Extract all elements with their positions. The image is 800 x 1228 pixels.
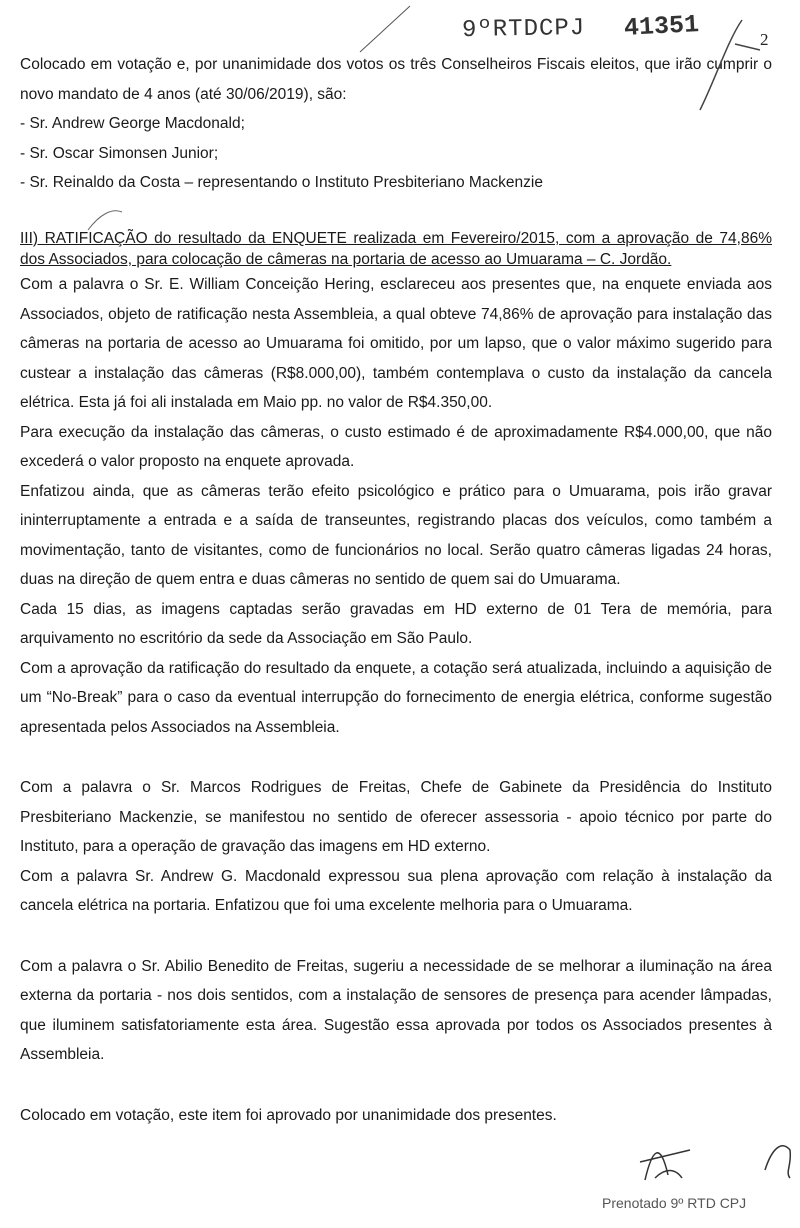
page-number: 2 (760, 30, 769, 49)
paragraph: Com a palavra o Sr. E. William Conceição Hering, esclareceu aos presentes que, na enquete enviada aos Associados, objeto de ratificação nesta Assembleia, a qual obteve 74,86% de aprovação para instalação das câmeras na portaria de acesso ao Umuarama foi omitido, por um lapso, que o valor máximo sugerido para custear a instalação das câmeras (R$8.000,00), também contemplava o custo da instalação da cancela elétrica. Esta já foi ali instalada em Maio pp. no valor de R$4.350,00. (20, 276, 772, 411)
council-member-3: - Sr. Reinaldo da Costa – representando o Instituto Presbiteriano Mackenzie (20, 174, 543, 191)
section-3-heading: III) RATIFICAÇÃO do resultado da ENQUETE realizada em Fevereiro/2015, com a aprovação de 74,86% dos Associados, para colocação de câmeras na portaria de acesso ao Umuarama – C. Jordão. (20, 230, 772, 268)
paragraph: Com a palavra o Sr. Abilio Benedito de Freitas, sugeriu a necessidade de se melhorar a iluminação na área externa da portaria - nos dois sentidos, com a instalação de sensores de presença para acender lâmpadas, que iluminem satisfatoriamente esta área. Sugestão essa aprovada por todos os Associados presentes à Assembleia. (20, 957, 772, 1063)
section-3 (20, 228, 772, 1130)
paragraph: Com a palavra o Sr. Marcos Rodrigues de Freitas, Chefe de Gabinete da Presidência do Instituto Presbiteriano Mackenzie, se manifestou no sentido de oferecer assessoria - apoio técnico por parte do Instituto, para a operação de gravação das imagens em HD externo. (20, 779, 772, 855)
registry-number: 41351 (623, 10, 700, 43)
paragraph: Com a aprovação da ratificação do resultado da enquete, a cotação será atualizada, incluindo a aquisição de um “No-Break” para o caso da eventual interrupção do fornecimento de energia elétrica, conforme sugestão apresentada pelos Associados na Assembleia. (20, 659, 772, 736)
paragraph: Cada 15 dias, as imagens captadas serão gravadas em HD externo de 01 Tera de memória, para arquivamento no escritório da sede da Associação em São Paulo. (20, 600, 772, 647)
registry-stamp: 9ºRTDCPJ (461, 14, 586, 45)
paragraph: Com a palavra Sr. Andrew G. Macdonald expressou sua plena aprovação com relação à instalação da cancela elétrica na portaria. Enfatizou que foi uma excelente melhoria para o Umuarama. (20, 867, 772, 914)
footer-stamp: Prenotado 9º RTD CPJ (602, 1195, 747, 1211)
paragraph: Enfatizou ainda, que as câmeras terão efeito psicológico e prático para o Umuarama, pois irão gravar ininterruptamente a entrada e a saída de transeuntes, registrando placas dos veículos, como também a movimentação, tanto de visitantes, como de funcionários no local. Serão quatro câmeras ligadas 24 horas, duas na direção de quem entra e duas câmeras no sentido de quem sai do Umuarama. (20, 482, 772, 588)
intro-paragraph: Colocado em votação e, por unanimidade dos votos os três Conselheiros Fiscais eleitos, que irão cumprir o novo mandato de 4 anos (até 30/06/2019), são: (20, 56, 772, 103)
council-member-2: - Sr. Oscar Simonsen Junior; (20, 144, 219, 162)
council-member-1: - Sr. Andrew George Macdonald; (20, 115, 245, 132)
intro-block (20, 50, 772, 198)
paragraph: Para execução da instalação das câmeras, o custo estimado é de aproximadamente R$4.000,00, que não excederá o valor proposto na enquete aprovada. (20, 423, 772, 470)
closing-paragraph: Colocado em votação, este item foi aprovado por unanimidade dos presentes. (20, 1106, 557, 1124)
